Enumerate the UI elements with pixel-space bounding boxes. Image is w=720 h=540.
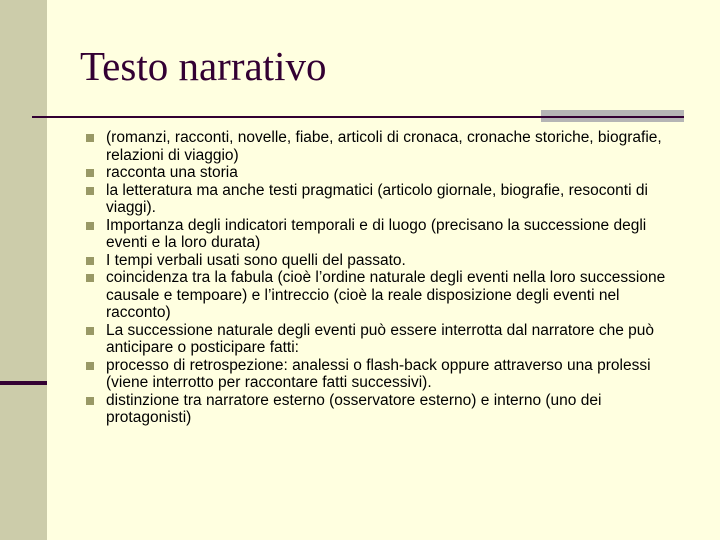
bullet-item <box>86 322 686 357</box>
bullet-text: coincidenza tra la fabula (cioè l’ordine naturale degli eventi nella loro successione causale e tempoare) e l’intreccio (cioè la reale disposizione degli eventi nel racconto) <box>106 269 666 321</box>
square-bullet-icon <box>86 274 94 282</box>
bullet-text: processo di retrospezione: analessi o flash-back oppure attraverso una prolessi (viene interrotto per raccontare fatti successivi). <box>106 356 651 391</box>
bullet-text: Importanza degli indicatori temporali e di luogo (precisano la successione degli eventi e la loro durata) <box>106 216 647 251</box>
left-decorative-band <box>0 0 47 540</box>
square-bullet-icon <box>86 362 94 370</box>
bullet-text: I tempi verbali usati sono quelli del passato. <box>106 251 406 269</box>
bullet-list <box>86 129 686 427</box>
square-bullet-icon <box>86 327 94 335</box>
square-bullet-icon <box>86 187 94 195</box>
left-band-divider <box>0 381 47 385</box>
bullet-item <box>86 129 686 164</box>
bullet-item <box>86 269 686 322</box>
square-bullet-icon <box>86 257 94 265</box>
bullet-item <box>86 164 686 182</box>
bullet-text: distinzione tra narratore esterno (osservatore esterno) e interno (uno dei protagonisti) <box>106 391 602 426</box>
bullet-text: (romanzi, racconti, novelle, fiabe, articoli di cronaca, cronache storiche, biografie, relazioni di viaggio) <box>106 129 662 164</box>
square-bullet-icon <box>86 222 94 230</box>
bullet-item <box>86 217 686 252</box>
square-bullet-icon <box>86 134 94 142</box>
square-bullet-icon <box>86 169 94 177</box>
bullet-text: La successione naturale degli eventi può essere interrotta dal narratore che può anticipare o posticipare fatti: <box>106 321 655 356</box>
accent-bar-bottom <box>541 118 684 122</box>
square-bullet-icon <box>86 397 94 405</box>
slide-title: Testo narrativo <box>80 43 327 89</box>
bullet-item <box>86 357 686 392</box>
bullet-item <box>86 252 686 270</box>
bullet-text: racconta una storia <box>106 164 238 181</box>
accent-bar-top <box>541 110 684 116</box>
bullet-item <box>86 392 686 427</box>
bullet-text: la letteratura ma anche testi pragmatici (articolo giornale, biografie, resoconti di viaggi). <box>106 181 648 216</box>
bullet-item <box>86 182 686 217</box>
accent-bar <box>541 110 684 124</box>
